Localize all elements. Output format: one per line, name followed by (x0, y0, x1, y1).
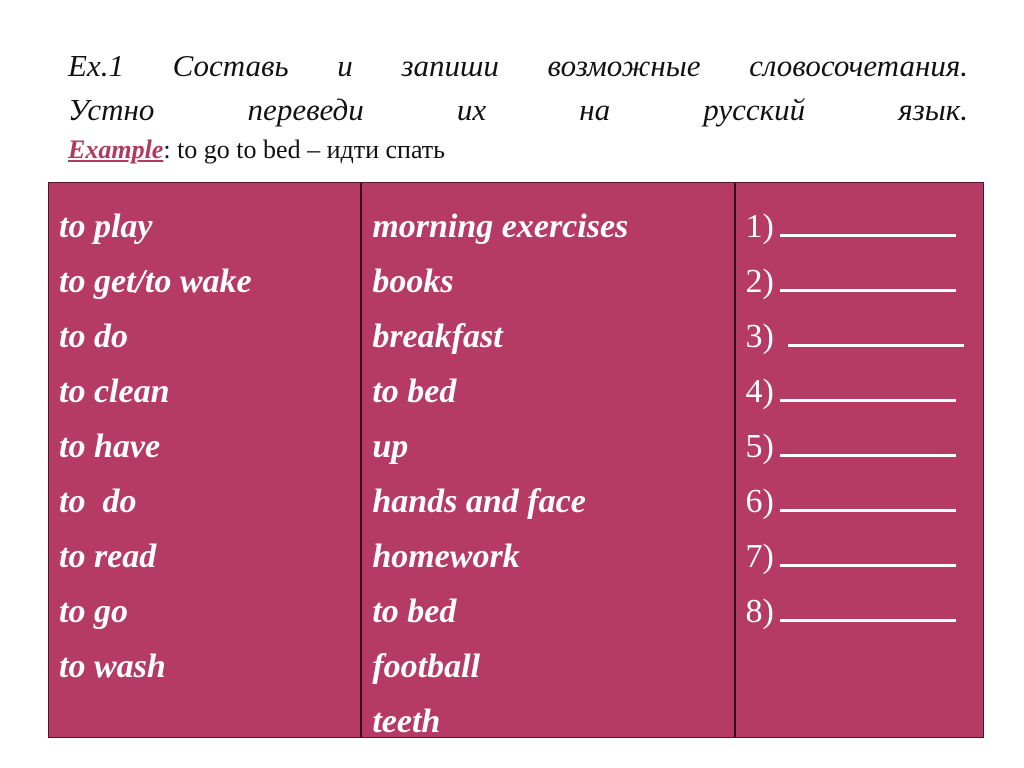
example-text: to go to bed – идти спать (177, 135, 446, 164)
exercise-title: Ex.1 Составь и запиши возможные словосочетания. (68, 48, 968, 83)
answer-blank[interactable] (780, 479, 956, 512)
answers-column (734, 183, 983, 737)
answer-number: 1) (745, 208, 774, 245)
answer-row (746, 419, 983, 474)
noun-item: morning exercises (372, 208, 629, 245)
nouns-column (360, 183, 733, 740)
noun-item: to bed (372, 593, 457, 630)
example-colon: : (163, 135, 178, 164)
answer-number: 4) (745, 373, 774, 410)
answer-number: 8) (745, 593, 774, 630)
noun-item: breakfast (372, 318, 503, 355)
noun-item: to bed (372, 373, 457, 410)
noun-item: hands and face (372, 483, 586, 520)
verb-item: to have (59, 428, 161, 465)
exercise-heading (68, 44, 968, 172)
verb-item: to read (59, 538, 157, 575)
answer-row (746, 254, 983, 309)
verb-item: to wash (59, 648, 166, 685)
noun-item: football (372, 648, 480, 685)
answer-row (746, 199, 983, 254)
answer-blank[interactable] (780, 204, 956, 237)
noun-item: books (372, 263, 454, 300)
noun-item: homework (372, 538, 520, 575)
noun-item: up (372, 428, 409, 465)
verbs-column (49, 183, 360, 737)
answer-blank[interactable] (780, 424, 956, 457)
answer-blank[interactable] (780, 589, 956, 622)
example-line (68, 132, 968, 172)
answer-number: 6) (745, 483, 774, 520)
answer-number: 5) (745, 428, 774, 465)
answer-blank[interactable] (788, 314, 964, 347)
word-table (48, 182, 984, 738)
answer-number: 7) (745, 538, 774, 575)
answer-row (746, 309, 983, 364)
noun-item: teeth (372, 703, 441, 740)
answer-row (746, 529, 983, 584)
verb-item: to clean (59, 373, 170, 410)
verb-item: to go (59, 593, 128, 630)
answer-row (746, 364, 983, 419)
example-label: Example (68, 135, 164, 164)
answer-blank[interactable] (780, 534, 956, 567)
verb-item: to play (59, 208, 153, 245)
verb-item: to do (59, 318, 128, 355)
answer-blank[interactable] (780, 369, 956, 402)
answer-number: 3) (745, 318, 774, 355)
answer-number: 2) (745, 263, 774, 300)
exercise-instruction: Устно переведи их на русский язык. (68, 92, 968, 127)
verb-item: to get/to wake (59, 263, 252, 300)
verb-item: to do (59, 483, 137, 520)
answer-row (746, 474, 983, 529)
answer-row (746, 584, 983, 639)
answer-blank[interactable] (780, 259, 956, 292)
